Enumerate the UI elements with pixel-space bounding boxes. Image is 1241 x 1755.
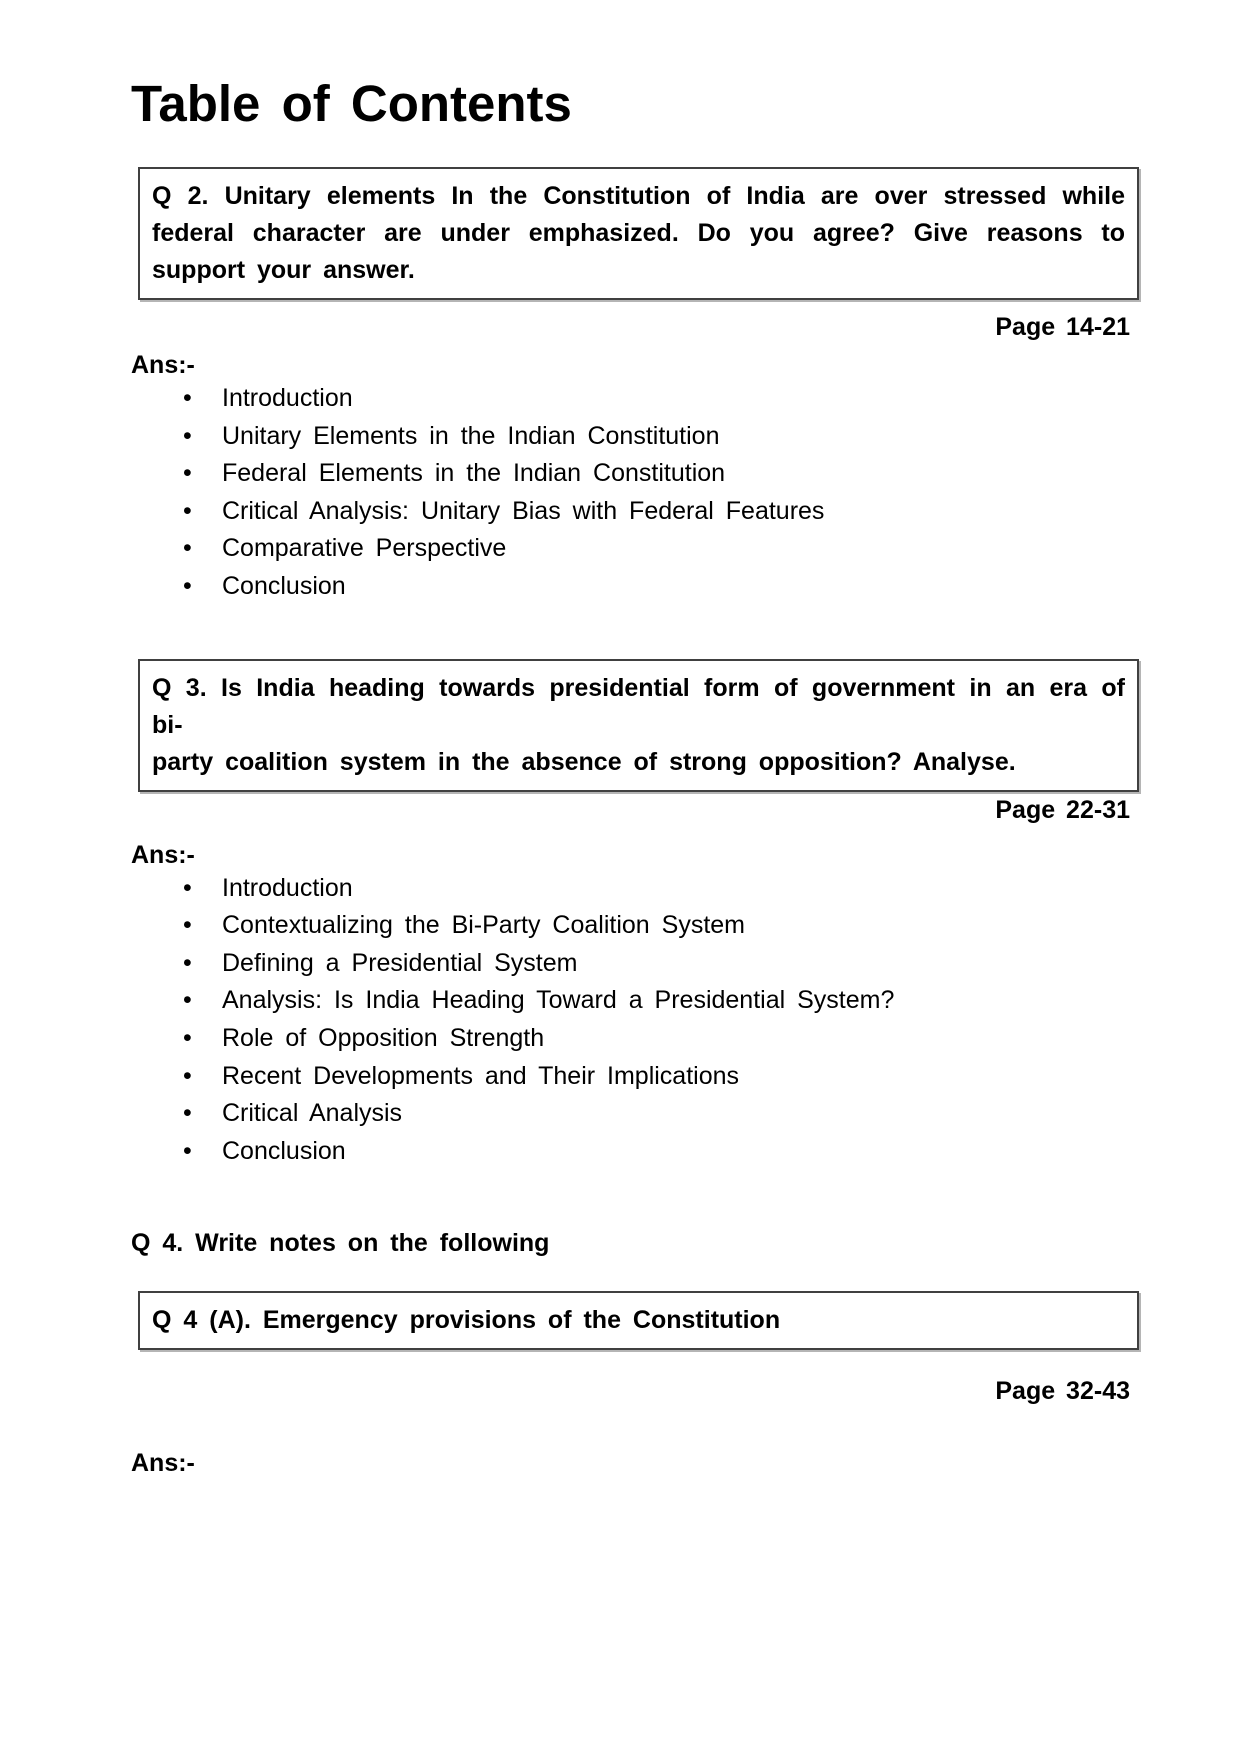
question-heading-q4: Q 4. Write notes on the following <box>131 1229 550 1258</box>
list-item: • Comparative Perspective <box>183 530 1241 568</box>
list-item: • Defining a Presidential System <box>183 945 1241 983</box>
list-item: • Role of Opposition Strength <box>183 1020 1241 1058</box>
question-line: Q 3. Is India heading towards presidential form of government in an era of bi- <box>152 673 1125 739</box>
question-line: party coalition system in the absence of strong opposition? Analyse. <box>152 747 1016 776</box>
question-line: federal character are under emphasized. Do you agree? Give reasons to <box>152 219 1125 247</box>
page-ref-q3: Page 22-31 <box>995 795 1130 824</box>
list-item: • Introduction <box>183 380 1241 418</box>
answer-outline-q2 <box>183 380 1241 606</box>
list-item: • Federal Elements in the Indian Constitution <box>183 455 1241 493</box>
answer-label-q4a: Ans:- <box>131 1449 195 1478</box>
list-item: • Recent Developments and Their Implications <box>183 1058 1241 1096</box>
list-item: • Unitary Elements in the Indian Constitution <box>183 418 1241 456</box>
page-title: Table of Contents <box>131 75 572 132</box>
answer-label-q2: Ans:- <box>131 351 195 379</box>
list-item: • Critical Analysis <box>183 1095 1241 1133</box>
question-box-q2 <box>138 167 1139 300</box>
question-line: support your answer. <box>152 256 415 284</box>
list-item: • Analysis: Is India Heading Toward a Presidential System? <box>183 982 1241 1020</box>
answer-label-q3: Ans:- <box>131 840 195 869</box>
list-item: • Critical Analysis: Unitary Bias with Federal Features <box>183 493 1241 531</box>
list-item: • Conclusion <box>183 1133 1241 1171</box>
question-box-q4a <box>138 1291 1139 1350</box>
list-item: • Conclusion <box>183 568 1241 606</box>
list-item: • Contextualizing the Bi-Party Coalition System <box>183 907 1241 945</box>
answer-outline-q3 <box>183 870 1241 1171</box>
question-line: Q 4 (A). Emergency provisions of the Constitution <box>152 1306 781 1335</box>
page-ref-q2: Page 14-21 <box>995 313 1130 341</box>
question-line: Q 2. Unitary elements In the Constitution of India are over stressed while <box>152 182 1125 210</box>
list-item: • Introduction <box>183 870 1241 908</box>
question-box-q3 <box>138 659 1139 792</box>
page-ref-q4a: Page 32-43 <box>995 1377 1130 1406</box>
